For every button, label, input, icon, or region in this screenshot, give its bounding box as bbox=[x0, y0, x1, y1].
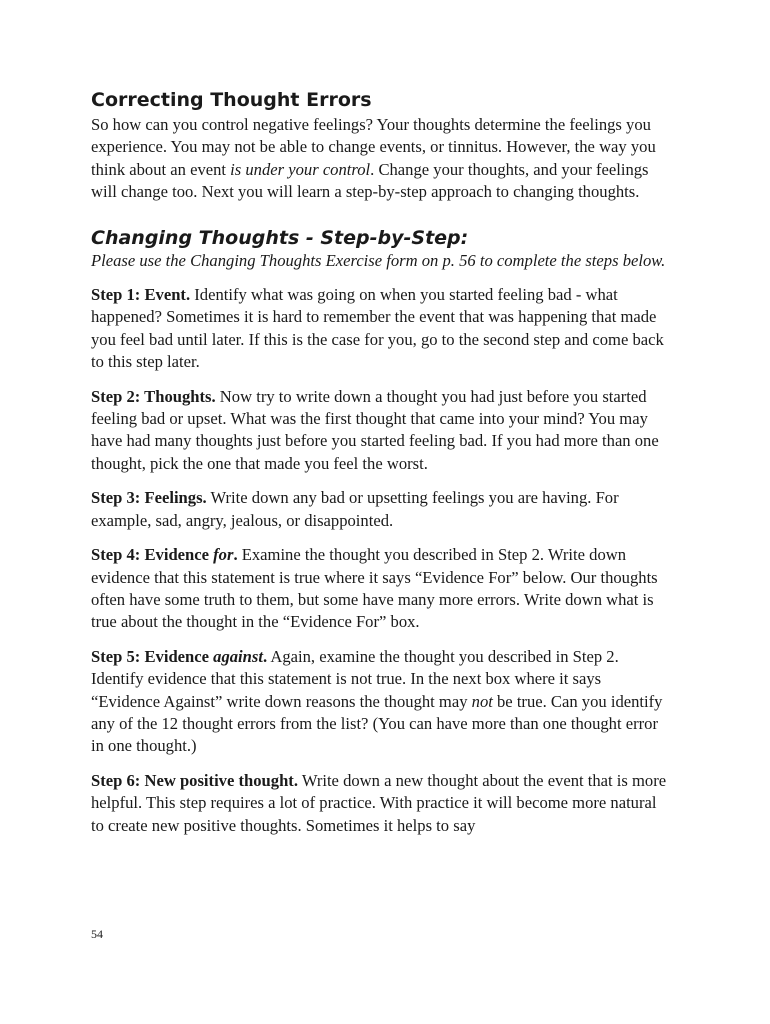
step-label: Step 5: Evidence bbox=[91, 646, 214, 666]
intro-text-end: . Change your thoughts, and your feelings will change too. Next you will learn a step-by-step approach to changing thoughts. bbox=[91, 159, 649, 202]
step-label-emphasis: for bbox=[213, 545, 234, 565]
step-text-end: be true. Can you identify any of the 12 thought errors from the list? (You can have more than one thought error in one thought.) bbox=[91, 691, 663, 756]
step-text: Identify what was going on when you started feeling bad - what happened? Sometimes it is hard to remember the event that was happening that made you feel bad until later. If this is the case for you, go to the second step and come back to this step later. bbox=[91, 285, 664, 372]
step-label-emphasis: against bbox=[213, 646, 263, 666]
step-label: Step 3: Feelings. bbox=[91, 488, 207, 508]
step-label: Step 6: New positive thought. bbox=[91, 770, 298, 790]
intro-paragraph bbox=[91, 114, 671, 204]
step-2 bbox=[91, 386, 671, 476]
step-label-end: . bbox=[233, 545, 238, 565]
intro-text-start: So how can you control negative feelings? Your thoughts determine the feelings you experience. You may not be able to change events, or tinnitus. However, the way you think about an event bbox=[91, 115, 656, 179]
step-6 bbox=[91, 770, 671, 837]
step-label: Step 4: Evidence bbox=[91, 545, 214, 565]
step-label: Step 1: Event. bbox=[91, 285, 191, 305]
instruction-text: Please use the Changing Thoughts Exercise form on p. 56 to complete the steps below. bbox=[91, 250, 666, 270]
step-label: Step 2: Thoughts. bbox=[91, 386, 216, 406]
step-3 bbox=[91, 487, 671, 532]
step-text: Write down any bad or upsetting feelings you are having. For example, sad, angry, jealous, or disappointed. bbox=[91, 488, 619, 530]
step-text-emphasis: not bbox=[471, 691, 493, 711]
section-title-changing-thoughts: Changing Thoughts - Step-by-Step: bbox=[91, 226, 469, 249]
page-number: 54 bbox=[91, 927, 103, 941]
intro-emphasis: is under your control bbox=[230, 159, 371, 179]
page-content bbox=[91, 88, 671, 837]
step-text: Examine the thought you described in Step 2. Write down evidence that this statement is true where it says “Evidence For” below. Our thoughts often have some truth to them, but some have many more errors. Write down what is true about the thought in the “Evidence For” box. bbox=[91, 545, 658, 632]
step-label-end: . bbox=[262, 646, 268, 666]
step-5 bbox=[91, 646, 671, 758]
section-title-correcting-thought-errors: Correcting Thought Errors bbox=[91, 89, 372, 111]
step-text: Now try to write down a thought you had just before you started feeling bad or upset. What was the first thought that came into your mind? You may have had many thoughts just before you started feeling bad. If you had more than one thought, pick the one that made you feel the worst. bbox=[91, 386, 659, 473]
step-4 bbox=[91, 544, 671, 634]
step-text-start: Again, examine the thought you described in Step 2. Identify evidence that this statement is not true. In the next box where it says “Evidence Against” write down reasons the thought may bbox=[91, 646, 619, 711]
step-text: Write down a new thought about the event that is more helpful. This step requires a lot of practice. With practice it will become more natural to create new positive thoughts. Sometimes it helps to say bbox=[91, 770, 667, 835]
step-1 bbox=[91, 284, 671, 374]
